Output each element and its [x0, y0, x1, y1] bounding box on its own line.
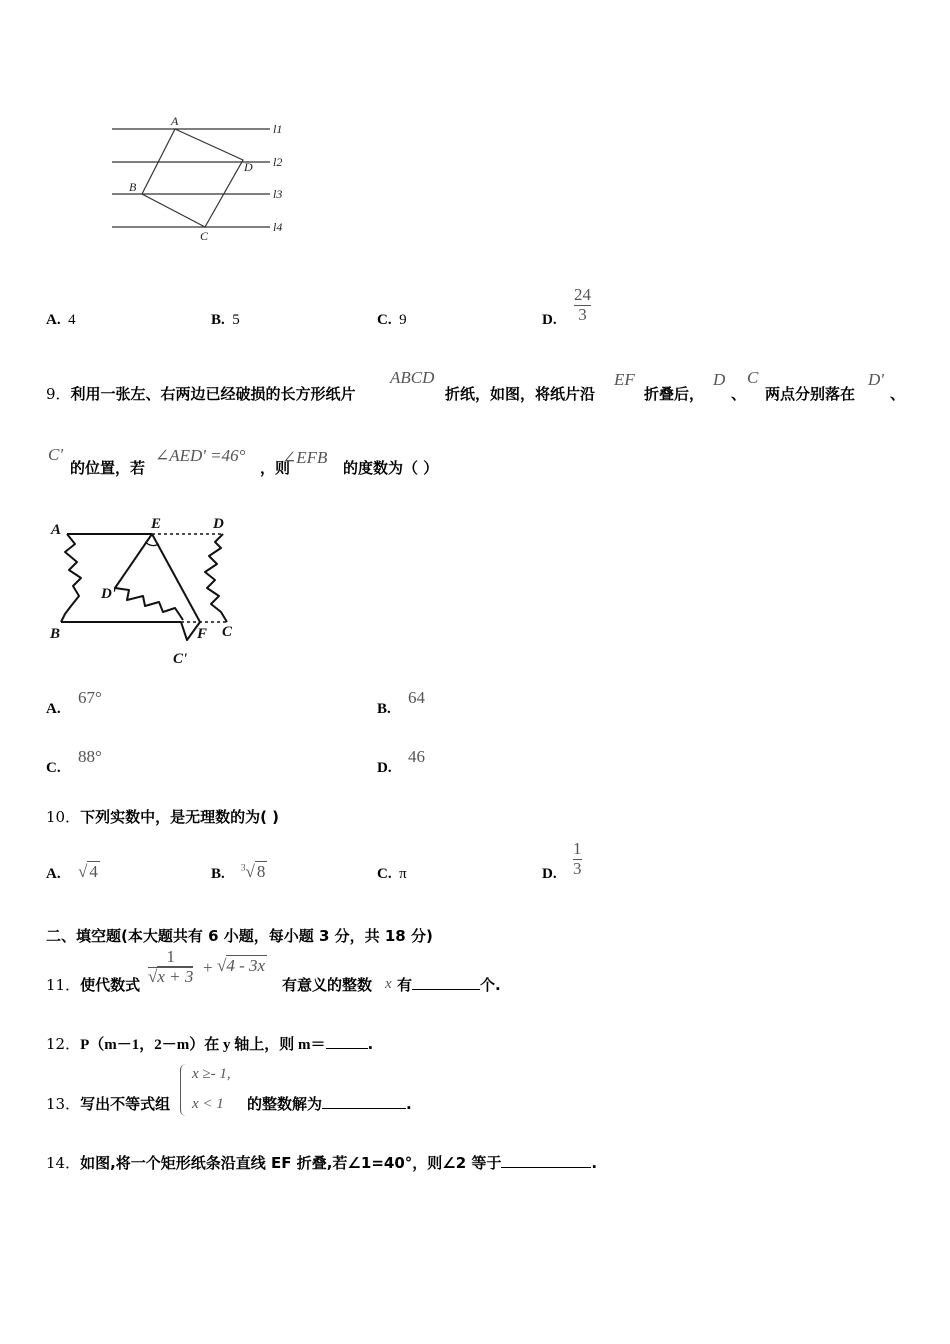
cbrt-sign-icon: √ — [245, 862, 255, 881]
q9-option-b-key[interactable]: B. — [377, 701, 391, 717]
q10-option-d-key[interactable]: D. — [542, 866, 557, 882]
q10-question: 10．下列实数中，是无理数的为( ) — [46, 808, 280, 826]
line-l3-label: l3 — [273, 187, 283, 201]
q11-sqrt2: √4 - 3x — [217, 956, 266, 975]
q11-fraction: 1 √x + 3 — [148, 947, 194, 986]
fig9-label-a: A — [51, 522, 62, 538]
q13-ineq1: x ≥- 1, — [192, 1066, 231, 1082]
q9-line1: 9．利用一张左、右两边已经破损的长方形纸片 — [46, 385, 356, 403]
q9-sep: 、 — [731, 385, 747, 403]
q8-option-a[interactable]: A. 4 — [46, 312, 76, 328]
line-l4-label: l4 — [273, 220, 283, 234]
fig9-label-b: B — [50, 626, 61, 642]
fig9-label-c: C — [222, 624, 233, 640]
q11-plus: + — [203, 958, 213, 977]
parallel-lines-figure — [105, 112, 305, 247]
label-a: A — [171, 114, 179, 128]
q9-math-ef: EF — [614, 370, 635, 389]
q14-question: 14．如图,将一个矩形纸条沿直线 EF 折叠,若∠1=40°，则∠2 等于 . — [46, 1154, 598, 1172]
q10-option-b-key[interactable]: B. — [211, 866, 225, 882]
q9-option-c-value: 88° — [78, 747, 102, 766]
q9-math-cprime: C' — [48, 445, 63, 464]
q11-part3: 有 个. — [397, 976, 501, 994]
q13-brace-icon — [180, 1064, 189, 1116]
q9-option-b-value: 64 — [408, 688, 425, 707]
sqrt-sign-icon: √ — [148, 966, 158, 986]
fig9-label-dprime: D' — [101, 586, 116, 602]
q11-answer-blank[interactable] — [412, 975, 480, 990]
fig9-label-e: E — [151, 516, 162, 532]
q8-option-d[interactable]: D. — [542, 312, 557, 328]
line-l2-label: l2 — [273, 155, 283, 169]
q13-part1: 13．写出不等式组 — [46, 1095, 171, 1113]
q9-sep2: 、 — [890, 385, 906, 403]
q9-option-d-value: 46 — [408, 747, 425, 766]
q9-option-a-key[interactable]: A. — [46, 701, 61, 717]
q9-line2-part6: ，则 — [260, 459, 291, 477]
fig9-label-d: D — [213, 516, 224, 532]
q11-math-x: x — [385, 976, 392, 992]
q8-option-b[interactable]: B. 5 — [211, 312, 240, 328]
q9-option-d-key[interactable]: D. — [377, 760, 392, 776]
q9-line1-part3: 折叠后， — [644, 385, 705, 403]
sqrt-sign-icon: √ — [78, 862, 88, 881]
q10-option-a-key[interactable]: A. — [46, 866, 61, 882]
q9-option-a-value: 67° — [78, 688, 102, 707]
q12-answer-blank[interactable] — [326, 1034, 368, 1049]
q13-ineq2: x < 1 — [192, 1096, 224, 1112]
q11-part1: 11．使代数式 — [46, 976, 141, 994]
q9-math-dprime: D' — [868, 370, 884, 389]
q11-part2: 有意义的整数 — [282, 976, 373, 994]
folded-paper-figure — [45, 508, 245, 673]
q10-option-d-fraction: 1 3 — [573, 839, 582, 878]
q8-option-c[interactable]: C. 9 — [377, 312, 407, 328]
q9-line2-part7: 的度数为（ ） — [343, 459, 439, 477]
label-c: C — [200, 229, 209, 243]
q9-line1-part2: 折纸，如图，将纸片沿 — [445, 385, 596, 403]
q9-math-angle: ∠AED' =46° — [155, 446, 246, 465]
q8-option-d-fraction: 24 3 — [574, 285, 591, 324]
label-d: D — [244, 160, 253, 174]
q9-math-d: D — [713, 370, 726, 389]
q10-option-c[interactable]: C. π — [377, 866, 407, 882]
q10-option-a-sqrt: √ 4 — [78, 862, 98, 881]
line-l1-label: l1 — [273, 122, 283, 136]
sqrt-sign-icon: √ — [217, 956, 227, 975]
q9-line1-part4: 两点分别落在 — [765, 385, 856, 403]
q9-line2-part5: 的位置，若 — [70, 459, 146, 477]
q14-answer-blank[interactable] — [501, 1153, 591, 1168]
q13-part2: 的整数解为 . — [247, 1095, 412, 1113]
q9-math-abcd: ABCD — [390, 368, 435, 387]
fig9-label-f: F — [197, 626, 208, 642]
q10-option-b-cbrt: $^3$√ 8 — [241, 862, 266, 881]
label-b: B — [129, 180, 137, 194]
q9-math-efb: ∠EFB — [282, 448, 328, 467]
q12-question: 12．P（m－1，2－m）在 y 轴上，则 m＝ . — [46, 1035, 374, 1053]
q9-option-c-key[interactable]: C. — [46, 760, 61, 776]
q9-math-c: C — [747, 368, 759, 387]
fig9-label-cprime: C' — [173, 651, 188, 667]
q13-answer-blank[interactable] — [322, 1094, 406, 1109]
section2-heading: 二、填空题(本大题共有 6 小题，每小题 3 分，共 18 分) — [46, 927, 433, 945]
